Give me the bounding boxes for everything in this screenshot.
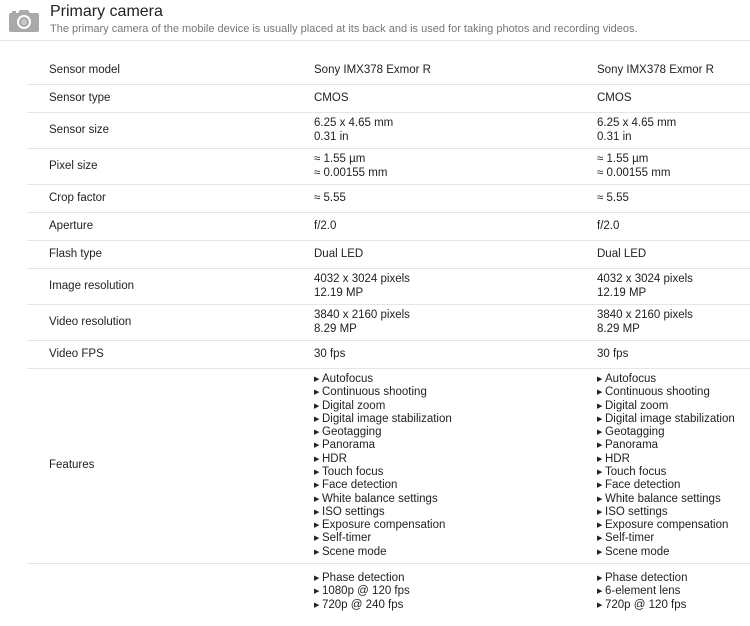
spec-value-line: ≈ 1.55 µm (597, 153, 649, 166)
spec-value-device-2 (597, 341, 747, 368)
spec-value-device-2 (597, 213, 747, 240)
spec-value-line: ≈ 5.55 (314, 191, 346, 204)
spec-value-line: 3840 x 2160 pixels (597, 309, 693, 322)
feature-item: ▶ Digital image stabilization (597, 413, 747, 426)
spec-label: Sensor size (49, 123, 110, 136)
spec-value-line: Dual LED (597, 247, 647, 260)
feature-item: ▶ Exposure compensation (597, 519, 747, 532)
feature-item: ▶ Self-timer (314, 532, 584, 545)
feature-item: ▶ Panorama (597, 439, 747, 452)
spec-value-device-2 (597, 305, 747, 340)
feature-item: ▶ Exposure compensation (314, 519, 584, 532)
feature-item: ▶ Touch focus (314, 466, 584, 479)
spec-value-device-2 (597, 369, 747, 563)
spec-row (27, 269, 750, 305)
feature-item: ▶ HDR (314, 453, 584, 466)
feature-item: ▶ Digital zoom (314, 400, 584, 413)
feature-item: ▶ White balance settings (314, 493, 584, 506)
spec-value-line: Sony IMX378 Exmor R (597, 63, 714, 76)
camera-icon (8, 9, 40, 33)
spec-value-line: f/2.0 (314, 219, 337, 232)
feature-item: ▶ Continuous shooting (597, 386, 747, 399)
spec-value-device-1 (314, 85, 584, 112)
feature-item: ▶ Face detection (314, 479, 584, 492)
feature-item: ▶ ISO settings (314, 506, 584, 519)
spec-value-line: 8.29 MP (597, 322, 640, 335)
spec-value-device-1 (314, 149, 584, 184)
spec-row (27, 241, 750, 269)
spec-label: Flash type (49, 247, 103, 260)
spec-value-device-2 (597, 269, 747, 304)
feature-item: ▶ Self-timer (597, 532, 747, 545)
spec-label: Sensor type (49, 91, 111, 104)
feature-item: ▶ ISO settings (597, 506, 747, 519)
spec-value-device-1 (314, 269, 584, 304)
spec-value-device-2 (597, 85, 747, 112)
spec-row (27, 305, 750, 341)
spec-value-line: 0.31 in (314, 130, 349, 143)
feature-item: ▶ Scene mode (314, 546, 584, 559)
spec-label: Pixel size (49, 159, 98, 172)
spec-value-line: ≈ 0.00155 mm (597, 166, 671, 179)
spec-value-device-1 (314, 305, 584, 340)
spec-value-line: 30 fps (314, 347, 346, 360)
feature-item: ▶ 1080p @ 120 fps (314, 585, 584, 598)
spec-value-device-2 (597, 57, 747, 84)
spec-row (27, 113, 750, 149)
spec-value-line: f/2.0 (597, 219, 620, 232)
specs-table (27, 57, 750, 620)
section-title: Primary camera (50, 3, 163, 20)
spec-label: Sensor model (49, 63, 120, 76)
feature-item: ▶ Phase detection (597, 572, 747, 585)
spec-value-device-1 (314, 341, 584, 368)
spec-row (27, 149, 750, 185)
spec-label: Video resolution (49, 315, 132, 328)
feature-item: ▶ Face detection (597, 479, 747, 492)
feature-item: ▶ Autofocus (314, 373, 584, 386)
spec-row (27, 57, 750, 85)
spec-value-line: 8.29 MP (314, 322, 357, 335)
spec-row (27, 213, 750, 241)
feature-item: ▶ Touch focus (597, 466, 747, 479)
spec-label: Aperture (49, 219, 94, 232)
feature-item: ▶ 720p @ 120 fps (597, 599, 747, 612)
section-description: The primary camera of the mobile device is usually placed at its back and is used for taking photos and recording videos. (50, 23, 638, 35)
spec-label: Video FPS (49, 347, 104, 360)
spec-value-device-1 (314, 369, 584, 563)
feature-item: ▶ Continuous shooting (314, 386, 584, 399)
spec-value-line: 6.25 x 4.65 mm (597, 117, 677, 130)
spec-value-line: ≈ 1.55 µm (314, 153, 366, 166)
feature-item: ▶ Geotagging (597, 426, 747, 439)
spec-value-line: CMOS (314, 91, 349, 104)
spec-label: Image resolution (49, 279, 135, 292)
spec-value-line: 4032 x 3024 pixels (597, 273, 693, 286)
spec-value-line: Dual LED (314, 247, 364, 260)
spec-row (27, 185, 750, 213)
spec-value-line: 6.25 x 4.65 mm (314, 117, 394, 130)
spec-row (27, 369, 750, 564)
spec-label (49, 564, 299, 620)
spec-value-line: CMOS (597, 91, 632, 104)
spec-value-device-1 (314, 57, 584, 84)
spec-value-line: 30 fps (597, 347, 629, 360)
spec-value-device-2 (597, 113, 747, 148)
spec-value-device-2 (597, 149, 747, 184)
spec-value-line: 12.19 MP (597, 286, 647, 299)
section-header (0, 0, 750, 41)
feature-item: ▶ Digital zoom (597, 400, 747, 413)
spec-value-device-1 (314, 241, 584, 268)
spec-value-device-2 (597, 564, 747, 620)
spec-value-line: ≈ 5.55 (597, 191, 629, 204)
feature-item: ▶ Phase detection (314, 572, 584, 585)
spec-label: Features (49, 459, 95, 472)
feature-item: ▶ Panorama (314, 439, 584, 452)
feature-item: ▶ Autofocus (597, 373, 747, 386)
spec-value-device-1 (314, 213, 584, 240)
spec-value-device-1 (314, 113, 584, 148)
spec-label: Crop factor (49, 191, 106, 204)
spec-value-line: 3840 x 2160 pixels (314, 309, 410, 322)
feature-item: ▶ White balance settings (597, 493, 747, 506)
spec-value-line: ≈ 0.00155 mm (314, 166, 388, 179)
spec-row (27, 85, 750, 113)
spec-value-device-1 (314, 185, 584, 212)
spec-value-device-2 (597, 185, 747, 212)
spec-row (27, 564, 750, 620)
spec-value-line: Sony IMX378 Exmor R (314, 63, 431, 76)
feature-item: ▶ Scene mode (597, 546, 747, 559)
spec-value-device-1 (314, 564, 584, 620)
spec-row (27, 341, 750, 369)
feature-item: ▶ 720p @ 240 fps (314, 599, 584, 612)
spec-value-line: 0.31 in (597, 130, 632, 143)
feature-item: ▶ 6-element lens (597, 585, 747, 598)
spec-value-line: 4032 x 3024 pixels (314, 273, 410, 286)
feature-item: ▶ Geotagging (314, 426, 584, 439)
feature-item: ▶ HDR (597, 453, 747, 466)
spec-value-line: 12.19 MP (314, 286, 364, 299)
feature-item: ▶ Digital image stabilization (314, 413, 584, 426)
spec-value-device-2 (597, 241, 747, 268)
